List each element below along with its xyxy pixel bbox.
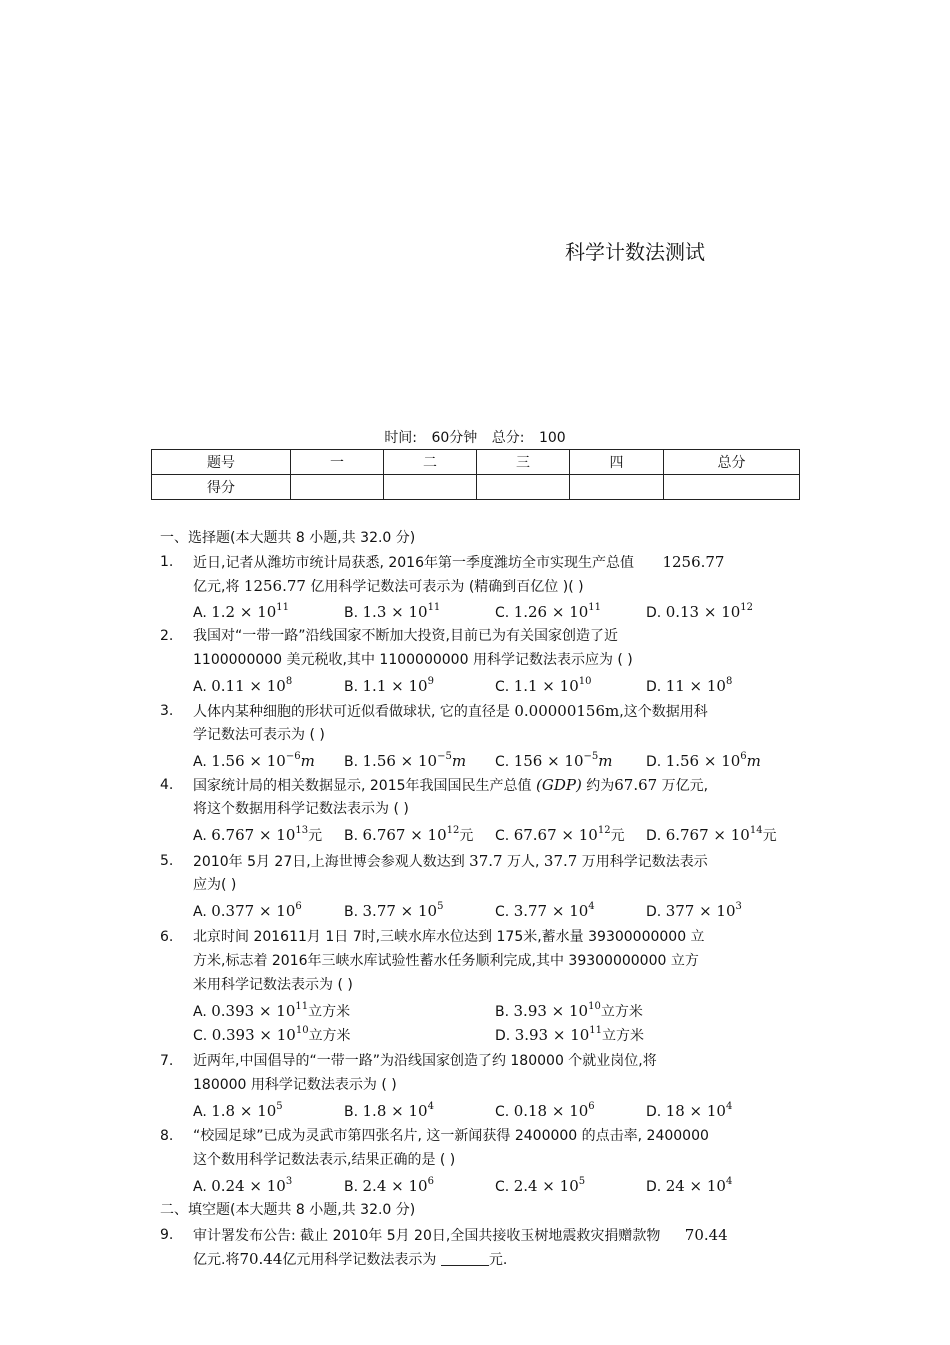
time-value: 60分钟	[431, 430, 478, 446]
question-text: 北京时间 201611月 1日 7时,三峡水库水位达到 175米,蓄水量 39300000000 立	[193, 929, 705, 945]
text-segment: 审计署发布公告: 截止 2010年 5月 20日,全国共接收玉树地震救灾捐赠款物	[193, 1228, 665, 1244]
option-c[interactable]: C. $1.1 \times 10^{10}$	[495, 676, 592, 695]
exam-meta	[0, 427, 950, 447]
question-text	[193, 1224, 728, 1247]
question-text: “校园足球”已成为灵武市第四张名片, 这一新闻获得 2400000 的点击率, 2400000	[193, 1128, 709, 1144]
options-row	[193, 999, 803, 1023]
option-a[interactable]: A. $1.2 \times 10^{11}$	[193, 602, 290, 621]
question-text: 这个数用科学记数法表示,结果正确的是 ( )	[193, 1152, 456, 1168]
question-number: 5.	[160, 853, 174, 869]
question-number: 6.	[160, 929, 174, 945]
options-row	[193, 1099, 803, 1123]
option-c[interactable]: C. $156 \times 10^{-5}m$	[495, 751, 613, 770]
question-number: 9.	[160, 1227, 174, 1243]
text-segment: 亿元.将	[193, 1252, 240, 1268]
question-text	[193, 700, 708, 723]
question-text	[193, 551, 724, 574]
option-c[interactable]: C. $67.67 \times 10^{12}$元	[495, 825, 625, 844]
text-segment: 元.	[488, 1252, 508, 1268]
text-segment: 万人,	[502, 854, 544, 870]
score-table	[151, 449, 800, 500]
option-b[interactable]: B. $1.8 \times 10^4$	[344, 1101, 434, 1120]
section-heading-fill: 二、填空题(本大题共 8 小题,共 32.0 分)	[160, 1202, 416, 1218]
score-header-cell: 二	[384, 450, 477, 475]
question-number: 2.	[160, 628, 174, 644]
question-text: 180000 用科学记数法表示为 ( )	[193, 1077, 397, 1093]
option-c[interactable]: C. $1.26 \times 10^{11}$	[495, 602, 602, 621]
text-segment: 亿元,将	[193, 579, 244, 595]
score-header-cell: 总分	[664, 450, 800, 475]
score-header-cell: 三	[477, 450, 570, 475]
question-text: 将这个数据用科学记数法表示为 ( )	[193, 801, 409, 817]
answer-blank[interactable]	[441, 1251, 489, 1266]
text-segment: 亿元用科学记数法表示为	[282, 1252, 441, 1268]
question-text: 应为( )	[193, 877, 237, 893]
option-a[interactable]: A. $0.24 \times 10^3$	[193, 1176, 293, 1195]
question-text: 我国对“一带一路”沿线国家不断加大投资,目前已为有关国家创造了近	[193, 628, 618, 644]
options-row	[193, 823, 803, 847]
score-cell[interactable]	[570, 475, 664, 500]
option-d[interactable]: D. $1.56 \times 10^6m$	[646, 751, 761, 770]
math-value: 1256.77	[243, 577, 306, 595]
text-segment: ,这个数据用科	[619, 704, 708, 720]
question-text	[193, 575, 584, 598]
option-b[interactable]: B. $6.767 \times 10^{12}$元	[344, 825, 474, 844]
question-number: 8.	[160, 1128, 174, 1144]
option-d[interactable]: D. $11 \times 10^8$	[646, 676, 733, 695]
score-table-header-row	[152, 450, 800, 475]
math-value: 70.44	[239, 1250, 283, 1268]
options-row	[193, 749, 803, 773]
math-value: 37.7	[469, 852, 503, 870]
option-d[interactable]: D. $18 \times 10^4$	[646, 1101, 733, 1120]
score-header-cell: 题号	[152, 450, 291, 475]
math-value: 0.00000156m	[514, 702, 620, 720]
option-a[interactable]: A. $1.8 \times 10^5$	[193, 1101, 283, 1120]
question-number: 4.	[160, 777, 174, 793]
option-b[interactable]: B. $1.1 \times 10^9$	[344, 676, 434, 695]
text-segment: 约为	[581, 778, 615, 794]
question-text: 近两年,中国倡导的“一带一路”为沿线国家创造了约 180000 个就业岗位,将	[193, 1053, 657, 1069]
score-header-cell: 一	[291, 450, 384, 475]
option-a[interactable]: A. $0.393 \times 10^{11}$立方米	[193, 1001, 351, 1020]
text-segment: 万亿元,	[657, 778, 709, 794]
question-number: 3.	[160, 703, 174, 719]
option-a[interactable]: A. $1.56 \times 10^{-6}m$	[193, 751, 315, 770]
text-segment: 近日,记者从潍坊市统计局获悉, 2016年第一季度潍坊全市实现生产总值	[193, 555, 639, 571]
options-row	[193, 600, 803, 624]
option-c[interactable]: C. $3.77 \times 10^4$	[495, 901, 595, 920]
option-b[interactable]: B. $2.4 \times 10^6$	[344, 1176, 434, 1195]
question-text	[193, 774, 708, 797]
text-segment: 2010年 5月 27日,上海世博会参观人数达到	[193, 854, 470, 870]
total-value: 100	[538, 430, 566, 446]
question-text	[193, 1248, 507, 1271]
option-b[interactable]: B. $3.77 \times 10^5$	[344, 901, 444, 920]
score-cell[interactable]	[664, 475, 800, 500]
option-b[interactable]: B. $3.93 \times 10^{10}$立方米	[495, 1001, 643, 1020]
score-cell[interactable]	[477, 475, 570, 500]
option-a[interactable]: A. $6.767 \times 10^{13}$元	[193, 825, 323, 844]
option-a[interactable]: A. $0.377 \times 10^6$	[193, 901, 302, 920]
options-row	[193, 899, 803, 923]
options-row	[193, 674, 803, 698]
option-b[interactable]: B. $1.3 \times 10^{11}$	[344, 602, 441, 621]
question-text: 方米,标志着 2016年三峡水库试验性蓄水任务顺利完成,其中 39300000000 立方	[193, 953, 699, 969]
math-value: (GDP)	[535, 776, 582, 794]
option-d[interactable]: D. $24 \times 10^4$	[646, 1176, 733, 1195]
option-a[interactable]: A. $0.11 \times 10^8$	[193, 676, 293, 695]
option-d[interactable]: D. $0.13 \times 10^{12}$	[646, 602, 754, 621]
text-segment: 国家统计局的相关数据显示, 2015年我国国民生产总值	[193, 778, 536, 794]
option-d[interactable]: D. $377 \times 10^3$	[646, 901, 742, 920]
option-d[interactable]: D. $6.767 \times 10^{14}$元	[646, 825, 777, 844]
page-title: 科学计数法测试	[565, 240, 705, 264]
math-value: 67.67	[614, 776, 658, 794]
question-text	[193, 850, 708, 873]
text-segment: 万用科学记数法表示	[577, 854, 708, 870]
question-text: 米用科学记数法表示为 ( )	[193, 977, 353, 993]
question-text: 1100000000 美元税收,其中 1100000000 用科学记数法表示应为 ( )	[193, 652, 633, 668]
score-table-score-row	[152, 475, 800, 500]
options-row	[193, 1174, 803, 1198]
option-b[interactable]: B. $1.56 \times 10^{-5}m$	[344, 751, 467, 770]
time-label: 时间:	[384, 430, 418, 446]
score-row-label: 得分	[152, 475, 291, 500]
text-segment: 人体内某种细胞的形状可近似看做球状, 它的直径是	[193, 704, 515, 720]
option-d[interactable]: D. $3.93 \times 10^{11}$立方米	[495, 1025, 645, 1044]
score-header-cell: 四	[570, 450, 664, 475]
score-cell[interactable]	[291, 475, 384, 500]
section-heading-choice: 一、选择题(本大题共 8 小题,共 32.0 分)	[160, 530, 416, 546]
question-number: 7.	[160, 1053, 174, 1069]
question-number: 1.	[160, 554, 174, 570]
options-row	[193, 1023, 803, 1047]
option-c[interactable]: C. $2.4 \times 10^5$	[495, 1176, 586, 1195]
option-c[interactable]: C. $0.393 \times 10^{10}$立方米	[193, 1025, 351, 1044]
math-value: 37.7	[543, 852, 578, 870]
math-value: 1256.77	[662, 553, 725, 571]
total-label: 总分:	[491, 430, 525, 446]
score-cell[interactable]	[384, 475, 477, 500]
math-value: 70.44	[684, 1226, 728, 1244]
question-text: 学记数法可表示为 ( )	[193, 727, 325, 743]
text-segment: 亿用科学记数法可表示为 (精确到百亿位 )( )	[305, 579, 584, 595]
option-c[interactable]: C. $0.18 \times 10^6$	[495, 1101, 595, 1120]
